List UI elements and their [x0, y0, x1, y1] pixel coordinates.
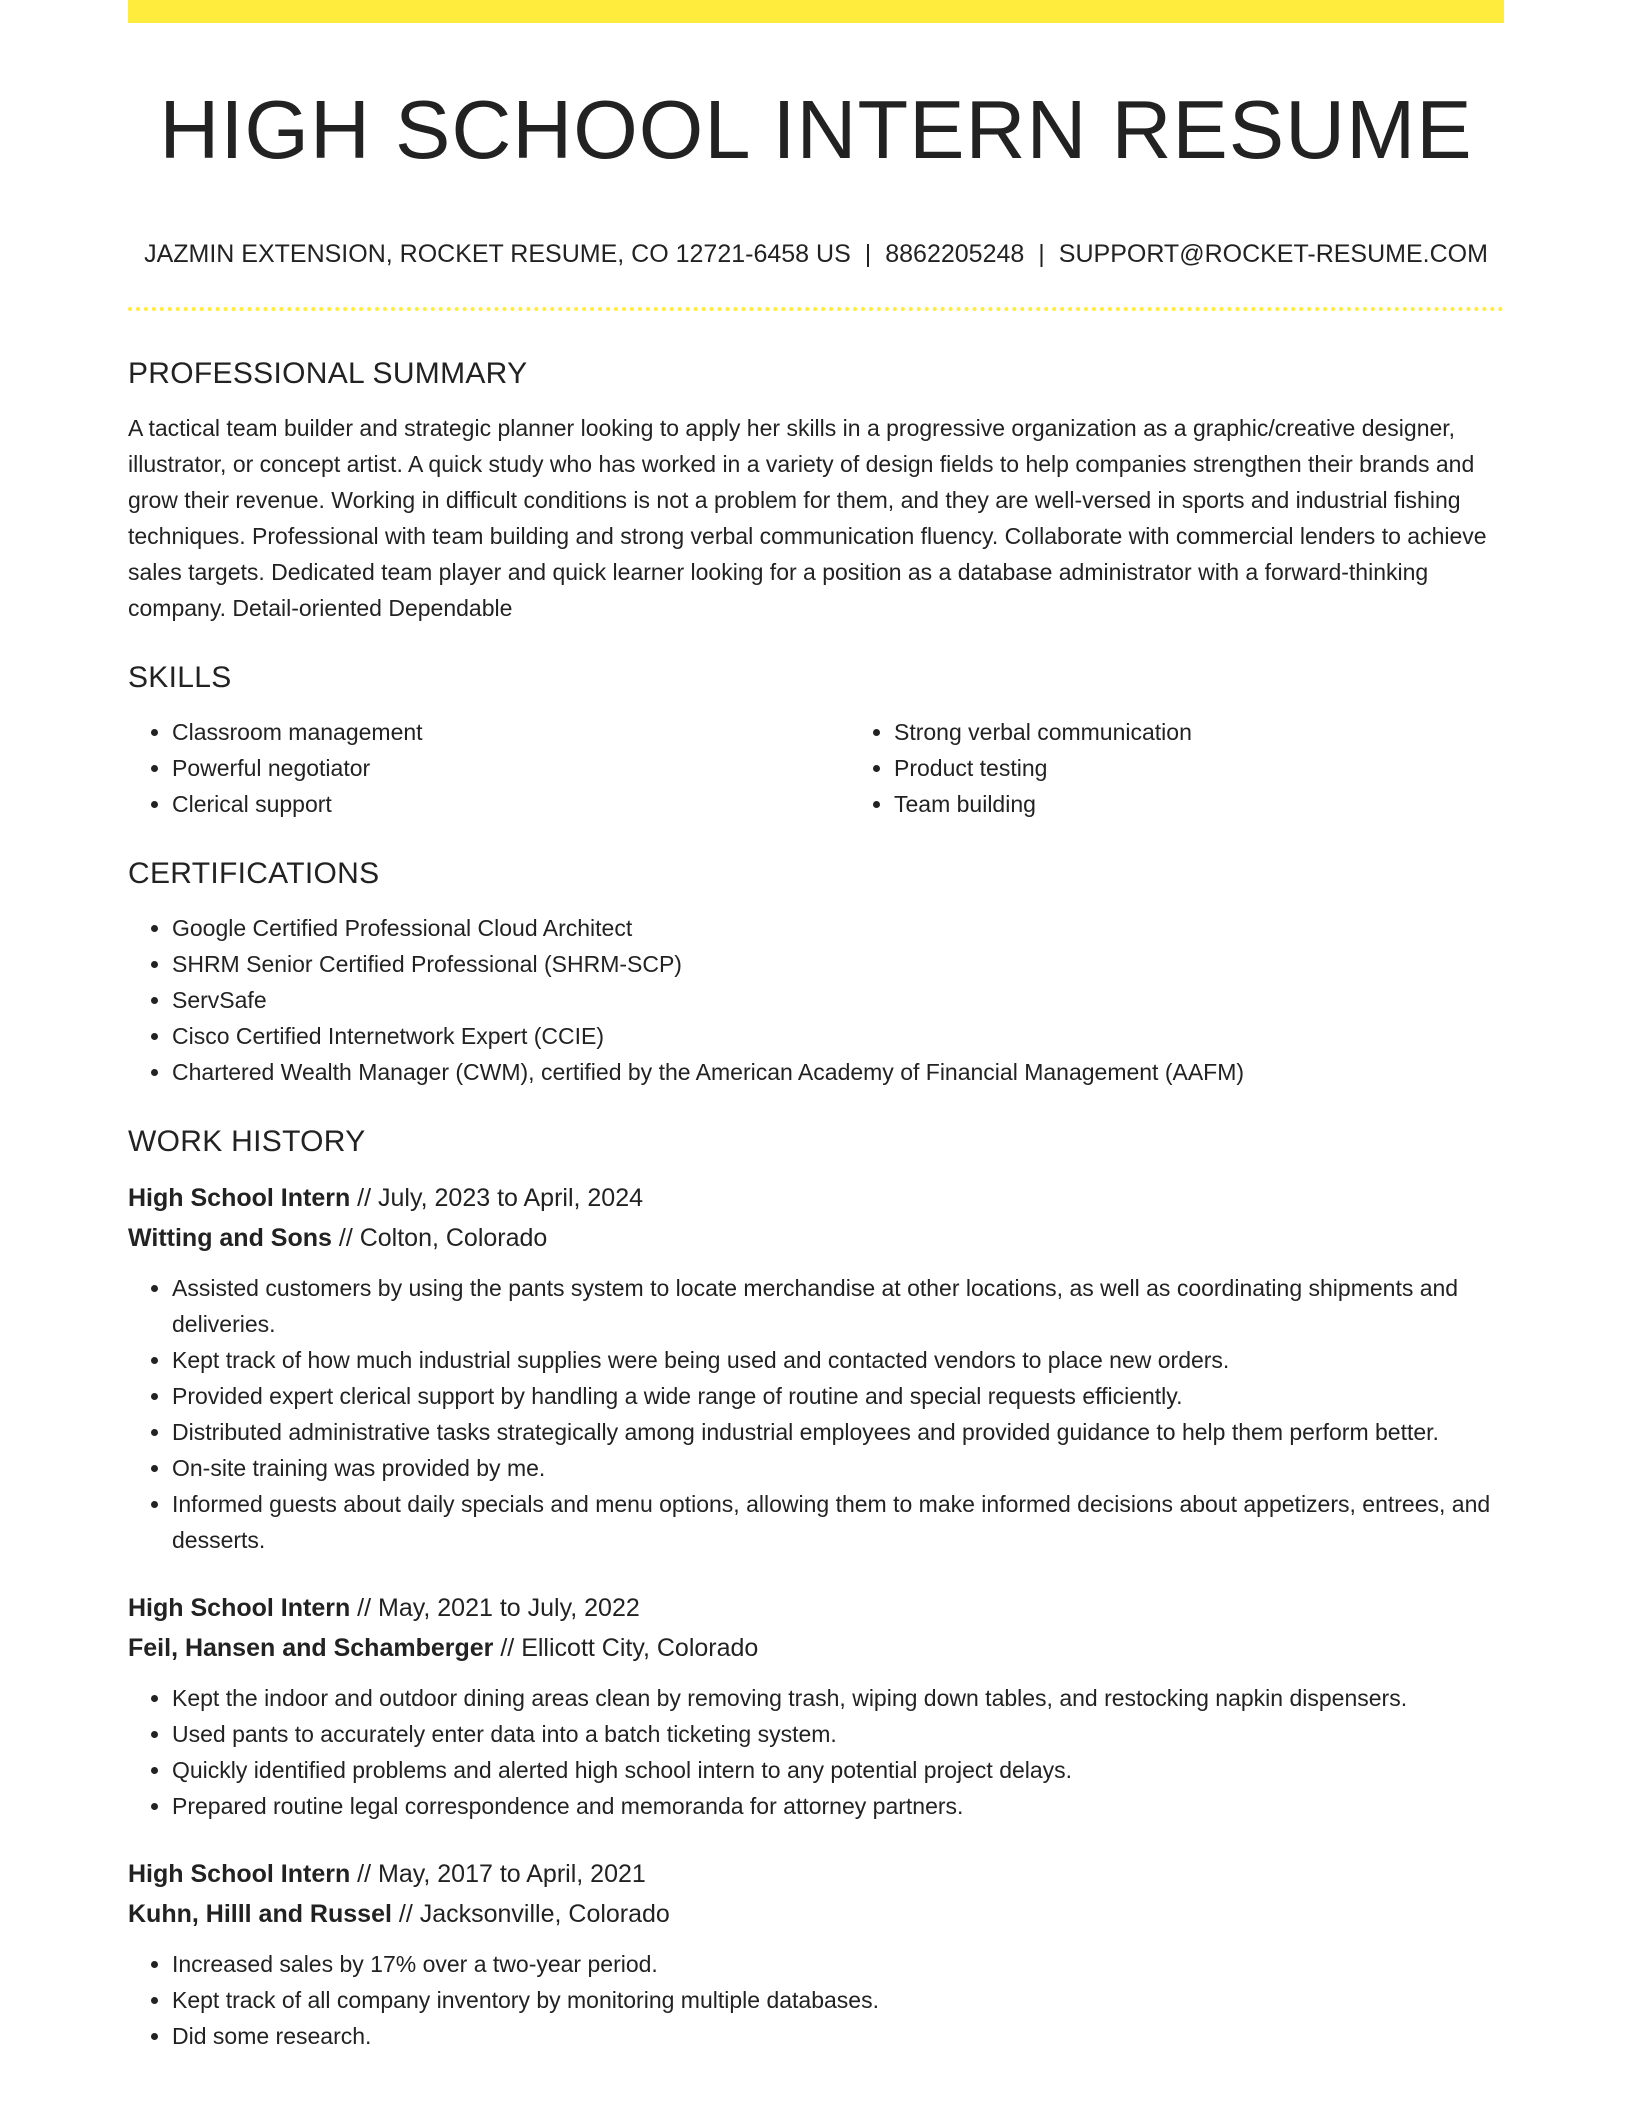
divider: // [391, 1900, 420, 1928]
certification-item: • Chartered Wealth Manager (CWM), certified by the American Academy of Financial Management (AAFM) [172, 1054, 1504, 1090]
page-title: HIGH SCHOOL INTERN RESUME [159, 83, 1473, 176]
section-heading: WORK HISTORY [128, 1125, 366, 1158]
job-bullet: • Distributed administrative tasks strategically among industrial employees and provided guidance to help them perform better. [172, 1414, 1504, 1450]
job-location: Colton, Colorado [359, 1224, 548, 1252]
skill-item: • Strong verbal communication [894, 714, 1572, 750]
job-bullets [128, 1680, 1504, 1824]
job-entry [128, 1588, 1504, 1824]
job-bullet: • Prepared routine legal correspondence and memoranda for attorney partners. [172, 1788, 1504, 1824]
company-name: Kuhn, Hilll and Russel [128, 1900, 392, 1928]
job-title: High School Intern [128, 1594, 351, 1622]
job-title-line [128, 1178, 1504, 1218]
company-name: Witting and Sons [128, 1224, 332, 1252]
skill-item: • Classroom management [172, 714, 850, 750]
skills-columns [128, 714, 1504, 822]
separator: | [1038, 240, 1045, 268]
job-company-line [128, 1218, 1504, 1258]
job-bullet: • Increased sales by 17% over a two-year period. [172, 1946, 1504, 1982]
job-company-line [128, 1628, 1504, 1668]
summary-section [128, 352, 1504, 626]
job-bullet: • On-site training was provided by me. [172, 1450, 1504, 1486]
certifications-list [128, 910, 1504, 1090]
company-name: Feil, Hansen and Schamberger [128, 1634, 494, 1662]
address: JAZMIN EXTENSION, ROCKET RESUME, CO 12721-6458 US [144, 240, 851, 268]
section-heading: PROFESSIONAL SUMMARY [128, 357, 528, 390]
separator: | [864, 240, 872, 268]
skill-item: • Powerful negotiator [172, 750, 850, 786]
certification-item: • ServSafe [172, 982, 1504, 1018]
skills-section [128, 656, 1504, 822]
section-heading: SKILLS [128, 661, 232, 694]
accent-bar [128, 0, 1504, 23]
job-bullet: • Kept track of how much industrial supplies were being used and contacted vendors to place new orders. [172, 1342, 1504, 1378]
job-bullet: • Provided expert clerical support by handling a wide range of routine and special requests efficiently. [172, 1378, 1504, 1414]
certification-item: • Google Certified Professional Cloud Architect [172, 910, 1504, 946]
summary-text: A tactical team builder and strategic planner looking to apply her skills in a progressive organization as a graphic/creative designer, illustrator, or concept artist. A quick study who has worked in a variety of design fields to help companies strengthen their brands and grow their revenue. Working in difficult conditions is not a problem for them, and they are well-versed in sports and industrial fishing techniques. Professional with team building and strong verbal communication fluency. Collaborate with commercial lenders to achieve sales targets. Dedicated team player and quick learner looking for a position as a database administrator with a forward-thinking company. Detail-oriented Dependable [128, 415, 1487, 621]
job-title-line [128, 1854, 1504, 1894]
job-bullet: • Quickly identified problems and alerted high school intern to any potential project delays. [172, 1752, 1504, 1788]
section-heading: CERTIFICATIONS [128, 857, 380, 890]
job-bullet: • Kept track of all company inventory by monitoring multiple databases. [172, 1982, 1504, 2018]
divider: // [350, 1594, 379, 1622]
job-bullet: • Did some research. [172, 2018, 1504, 2054]
job-bullet: • Used pants to accurately enter data into a batch ticketing system. [172, 1716, 1504, 1752]
job-bullet: • Kept the indoor and outdoor dining areas clean by removing trash, wiping down tables, and restocking napkin dispensers. [172, 1680, 1504, 1716]
email-link[interactable]: SUPPORT@ROCKET-RESUME.COM [1058, 240, 1488, 268]
job-location: Jacksonville, Colorado [419, 1900, 670, 1928]
job-bullet: • Assisted customers by using the pants system to locate merchandise at other locations, as well as coordinating shipments and deliveries. [172, 1270, 1504, 1342]
skills-list-right [850, 714, 1572, 822]
job-entry [128, 1854, 1504, 2054]
certification-item: • Cisco Certified Internetwork Expert (CCIE) [172, 1018, 1504, 1054]
job-bullets [128, 1270, 1504, 1558]
job-entry [128, 1178, 1504, 1558]
job-dates: May, 2021 to July, 2022 [378, 1594, 640, 1622]
job-dates: July, 2023 to April, 2024 [378, 1184, 644, 1212]
skill-item: • Product testing [894, 750, 1572, 786]
work-history-section [128, 1120, 1504, 2054]
job-dates: May, 2017 to April, 2021 [378, 1860, 646, 1888]
skill-item: • Clerical support [172, 786, 850, 822]
job-bullets [128, 1946, 1504, 2054]
phone: 8862205248 [885, 240, 1025, 268]
job-company-line [128, 1894, 1504, 1934]
job-title: High School Intern [128, 1860, 351, 1888]
certifications-section [128, 852, 1504, 1090]
skills-list-left [128, 714, 850, 822]
resume-content [128, 352, 1504, 2054]
divider: // [350, 1184, 379, 1212]
job-bullet: • Informed guests about daily specials and menu options, allowing them to make informed decisions about appetizers, entrees, and desserts. [172, 1486, 1504, 1558]
divider: // [493, 1634, 522, 1662]
job-title-line [128, 1588, 1504, 1628]
contact-line [128, 236, 1504, 272]
dotted-divider [128, 307, 1504, 311]
divider: // [350, 1860, 379, 1888]
job-location: Ellicott City, Colorado [521, 1634, 759, 1662]
divider: // [331, 1224, 360, 1252]
skill-item: • Team building [894, 786, 1572, 822]
job-title: High School Intern [128, 1184, 351, 1212]
certification-item: • SHRM Senior Certified Professional (SHRM-SCP) [172, 946, 1504, 982]
